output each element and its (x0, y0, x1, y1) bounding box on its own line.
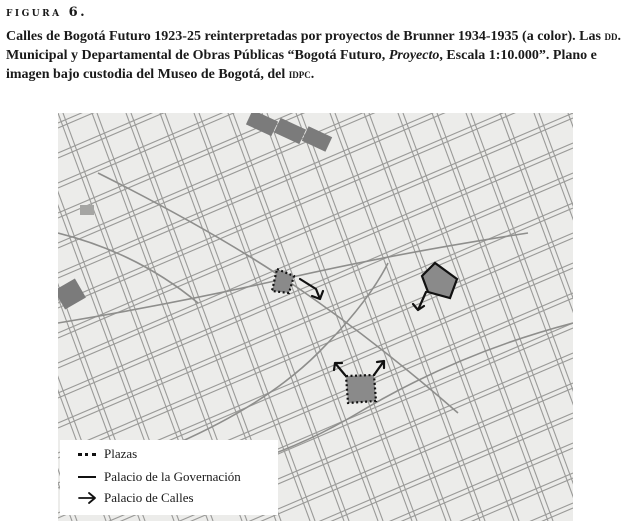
plaza-center (346, 375, 376, 403)
solid-line-icon (78, 469, 98, 485)
arrow-icon (78, 490, 98, 506)
figure-label: figura 6. (6, 5, 88, 20)
caption-abbr-idpc: idpc (288, 66, 311, 81)
legend-item-plazas (78, 446, 137, 462)
dotted-line-icon (78, 446, 98, 462)
figure-caption (6, 27, 624, 85)
caption-abbr-dd: dd (604, 28, 618, 43)
map-legend (60, 440, 278, 515)
caption-text-2: . Municipal y Departamental de Obras Públicas “Bogotá Futuro, (6, 29, 621, 63)
caption-text-4: . (310, 67, 315, 82)
legend-item-palacio-calles (78, 490, 194, 506)
caption-text-1: Calles de Bogotá Futuro 1923-25 reinterpretadas por proyectos de Brunner 1934-1935 (a color). Las (6, 29, 605, 44)
legend-label-calles: Palacio de Calles (104, 490, 194, 505)
legend-label-plazas: Plazas (104, 446, 138, 461)
legend-label-governacion: Palacio de la Governación (104, 469, 241, 484)
caption-text-3: , Escala 1:10.000”. Plano e imagen bajo custodia del Museo de Bogotá, del (6, 47, 597, 82)
legend-item-palacio-governacion (78, 469, 241, 485)
caption-italic: Proyecto (388, 47, 440, 63)
